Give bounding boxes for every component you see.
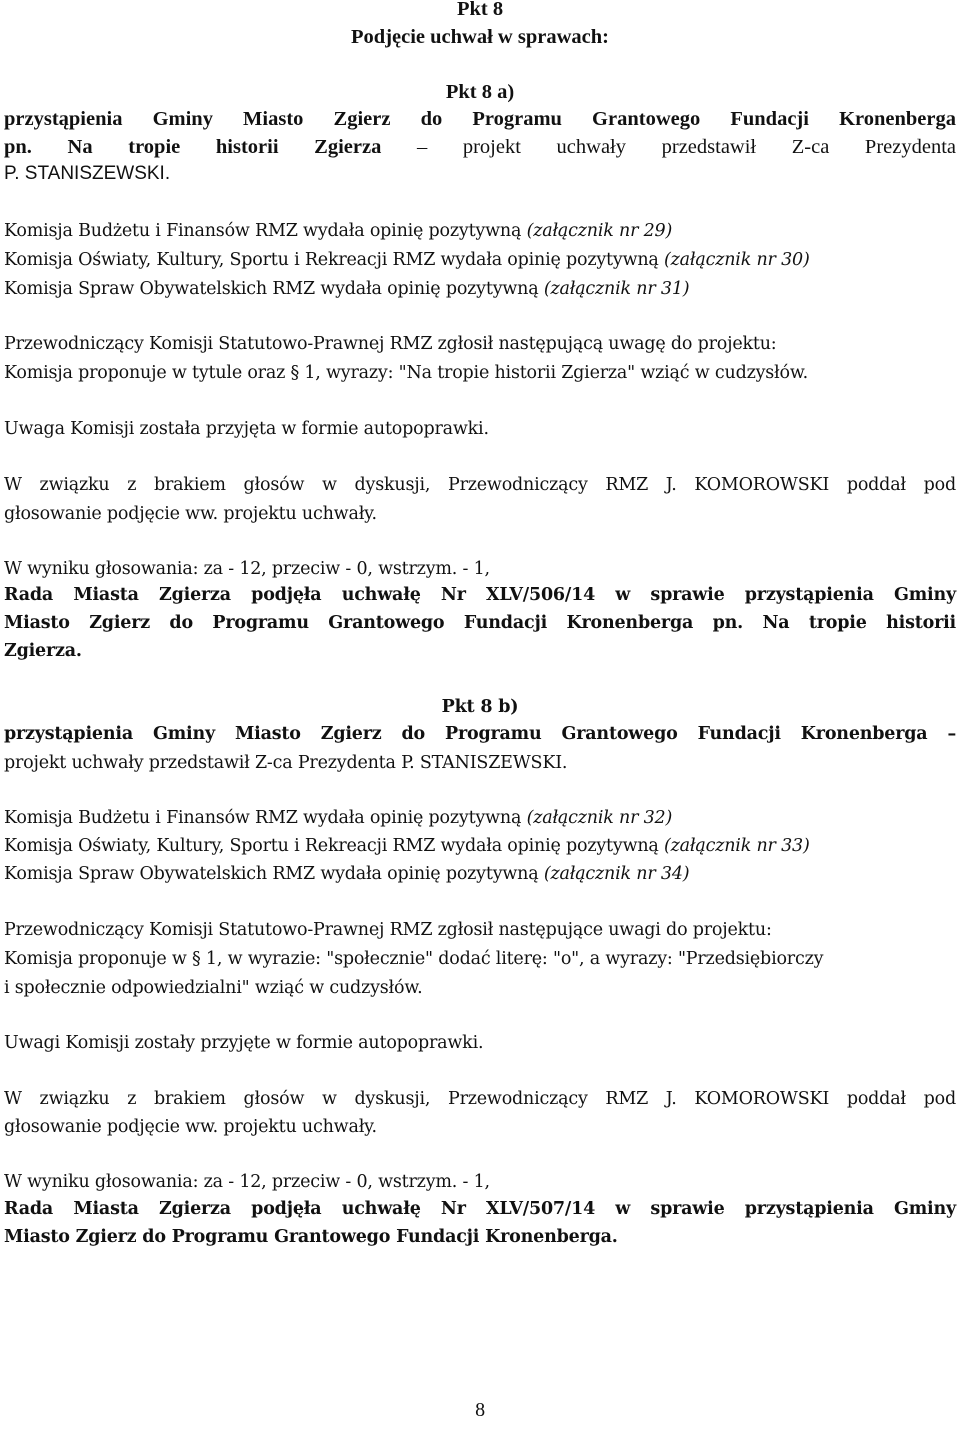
- page-number: 8: [475, 1399, 485, 1421]
- section-a-opinion-budget: [4, 216, 956, 246]
- section-b-attachment-33: (załącznik nr 33): [664, 836, 810, 856]
- section-a-resolution-line-1: Rada Miasta Zgierza podjęła uchwałę Nr XLV/506/14 w sprawie przystąpienia Gminy: [4, 585, 956, 605]
- section-b-remark-line-1: Przewodniczący Komisji Statutowo-Prawnej RMZ zgłosił następujące uwagi do projektu:: [4, 920, 772, 940]
- section-a-opinion-civic-text: Komisja Spraw Obywatelskich RMZ wydała opinię pozytywną: [4, 279, 544, 299]
- section-a-heading: Pkt 8 a): [445, 81, 515, 103]
- section-a-resolution-line-3: Zgierza.: [4, 641, 82, 661]
- section-b-opinion-education: [4, 831, 956, 861]
- section-a-vote-intro-line-1: W związku z brakiem głosów w dyskusji, Przewodniczący RMZ J. KOMOROWSKI poddał pod: [4, 475, 956, 495]
- section-a-opinion-civic: [4, 274, 956, 304]
- section-a-vote-result: W wyniku głosowania: za - 12, przeciw - 0, wstrzym. - 1,: [4, 559, 490, 579]
- section-a-intro-rest: – projekt uchwały przedstawił Z-ca Prezydenta: [381, 136, 956, 158]
- section-b-attachment-34: (załącznik nr 34): [543, 864, 690, 884]
- section-b-resolution-line-2: Miasto Zgierz do Programu Grantowego Fundacji Kronenberga.: [4, 1227, 618, 1247]
- section-b-opinion-budget: [4, 803, 956, 833]
- section-b-remark-line-3: i społecznie odpowiedzialni" wziąć w cudzysłów.: [4, 978, 423, 998]
- section-a-remark-line-1: Przewodniczący Komisji Statutowo-Prawnej RMZ zgłosił następującą uwagę do projektu:: [4, 334, 777, 354]
- section-a-intro-line-1: przystąpienia Gminy Miasto Zgierz do Programu Grantowego Fundacji Kronenberga: [4, 108, 956, 130]
- section-b-opinion-education-text: Komisja Oświaty, Kultury, Sportu i Rekreacji RMZ wydała opinię pozytywną: [4, 836, 665, 856]
- section-b-accepted-note: Uwagi Komisji zostały przyjęte w formie autopoprawki.: [4, 1033, 484, 1053]
- section-a-opinion-education-text: Komisja Oświaty, Kultury, Sportu i Rekreacji RMZ wydała opinię pozytywną: [4, 250, 665, 270]
- page-title: Pkt 8: [456, 0, 504, 20]
- section-b-attachment-32: (załącznik nr 32): [526, 808, 673, 828]
- section-b-resolution-line-1: Rada Miasta Zgierza podjęła uchwałę Nr XLV/507/14 w sprawie przystąpienia Gminy: [4, 1199, 956, 1219]
- section-b-opinion-civic-text: Komisja Spraw Obywatelskich RMZ wydała opinię pozytywną: [4, 864, 544, 884]
- section-a-accepted-note: Uwaga Komisji została przyjęta w formie autopoprawki.: [4, 419, 489, 439]
- section-a-vote-intro-line-2: głosowanie podjęcie ww. projektu uchwały.: [4, 504, 377, 524]
- section-b-heading: Pkt 8 b): [441, 697, 519, 717]
- section-b-intro-line-2: projekt uchwały przedstawił Z-ca Prezydenta P. STANISZEWSKI.: [4, 753, 568, 773]
- section-a-attachment-30: (załącznik nr 30): [664, 250, 810, 270]
- section-a-attachment-29: (załącznik nr 29): [526, 221, 673, 241]
- section-b-intro-line-1: przystąpienia Gminy Miasto Zgierz do Programu Grantowego Fundacji Kronenberga –: [4, 724, 956, 744]
- section-a-intro-bold: pn. Na tropie historii Zgierza: [4, 136, 382, 158]
- section-b-vote-result: W wyniku głosowania: za - 12, przeciw - 0, wstrzym. - 1,: [4, 1172, 490, 1192]
- section-a-opinion-education: [4, 245, 956, 275]
- section-b-vote-intro-line-1: W związku z brakiem głosów w dyskusji, Przewodniczący RMZ J. KOMOROWSKI poddał pod: [4, 1089, 956, 1109]
- section-b-remark-line-2: Komisja proponuje w § 1, w wyrazie: "społecznie" dodać literę: "o", a wyrazy: "Przedsiębiorczy: [4, 949, 824, 969]
- section-a-resolution-line-2: Miasto Zgierz do Programu Grantowego Fundacji Kronenberga pn. Na tropie historii: [4, 613, 956, 633]
- section-b-opinion-budget-text: Komisja Budżetu i Finansów RMZ wydała opinię pozytywną: [4, 808, 527, 828]
- section-a-intro-line-2: [4, 132, 956, 162]
- section-b-vote-intro-line-2: głosowanie podjęcie ww. projektu uchwały.: [4, 1117, 377, 1137]
- section-b-opinion-civic: [4, 859, 956, 889]
- section-a-remark-line-2: Komisja proponuje w tytule oraz § 1, wyrazy: "Na tropie historii Zgierza" wziąć w cudzysłów.: [4, 363, 808, 383]
- section-a-attachment-31: (załącznik nr 31): [543, 279, 690, 299]
- page-subtitle: Podjęcie uchwał w sprawach:: [351, 26, 609, 48]
- section-a-intro-line-3: P. STANISZEWSKI.: [4, 163, 171, 184]
- section-a-opinion-budget-text: Komisja Budżetu i Finansów RMZ wydała opinię pozytywną: [4, 221, 527, 241]
